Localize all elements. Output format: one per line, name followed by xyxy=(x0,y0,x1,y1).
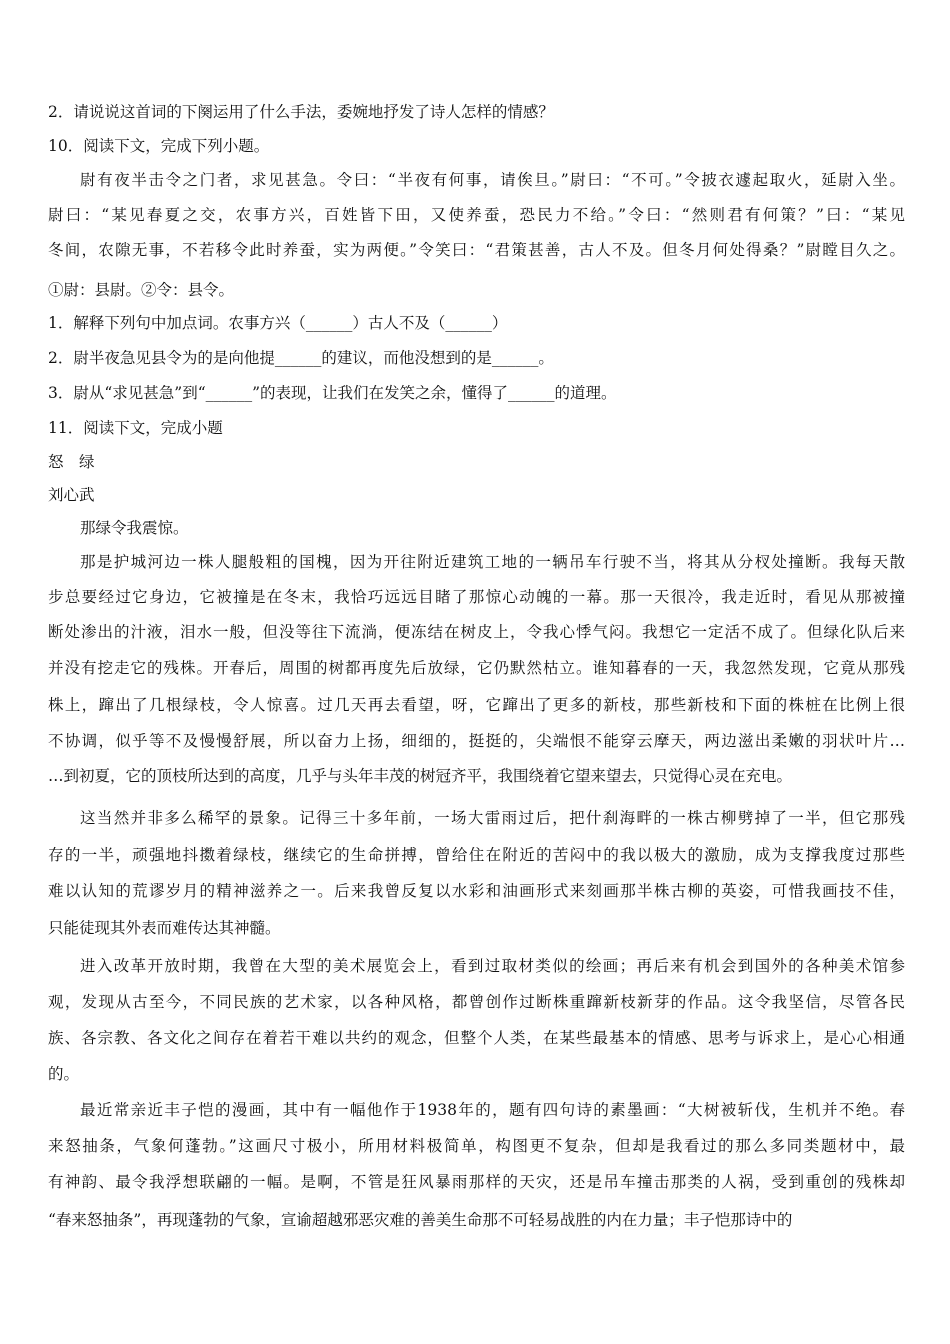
paragraph-line: …到初夏，它的顶枝所达到的高度，几乎与头年丰茂的树冠齐平，我围绕着它望来望去，只觉得心灵在充电。 xyxy=(48,767,793,785)
passage-line: 尉有夜半击令之门者，求见甚急。令曰：“半夜有何事，请俟旦。”尉曰：“不可。”令披衣遽起取火，延尉入坐。 xyxy=(80,171,905,189)
article-title: 怒 绿 xyxy=(48,453,95,471)
sub-question: 1．解释下列句中加点词。农事方兴（______）古人不及（______） xyxy=(48,314,508,332)
paragraph-line: 族、各宗教、各文化之间存在着若干难以共约的观念，但整个人类，在某些最基本的情感、思考与诉求上，是心心相通 xyxy=(48,1029,905,1047)
paragraph-line: “春来怒抽条”，再现蓬勃的气象，宣谕超越邪恶灾难的善美生命那不可轻易战胜的内在力量；丰子恺那诗中的 xyxy=(48,1211,793,1229)
passage-line: 冬间，农隙无事，不若移令此时养蚕，实为两便。”令笑曰：“君策甚善，古人不及。但冬月何处得桑？”尉瞠目久之。 xyxy=(48,241,905,259)
article-author: 刘心武 xyxy=(48,486,95,504)
sub-question: 3．尉从“求见甚急”到“______”的表现，让我们在发笑之余，懂得了______的道理。 xyxy=(48,384,617,402)
question-heading: 10．阅读下文，完成下列小题。 xyxy=(48,137,270,155)
paragraph-line: 那是护城河边一株人腿般粗的国槐，因为开往附近建筑工地的一辆吊车行驶不当，将其从分杈处撞断。我每天散 xyxy=(80,553,905,571)
paragraph-line: 进入改革开放时期，我曾在大型的美术展览会上，看到过取材类似的绘画；再后来有机会到国外的各种美术馆参 xyxy=(80,957,905,975)
paragraph-line: 那绿令我震惊。 xyxy=(80,519,189,537)
paragraph-line: 观，发现从古至今，不同民族的艺术家，以各种风格，都曾创作过断株重蹿新枝新芽的作品。这令我坚信，尽管各民 xyxy=(48,993,905,1011)
paragraph-line: 来怒抽条，气象何蓬勃。”这画尺寸极小，所用材料极简单，构图更不复杂，但却是我看过的那么多同类题材中，最 xyxy=(48,1137,905,1155)
paragraph-line: 这当然并非多么稀罕的景象。记得三十多年前，一场大雷雨过后，把什刹海畔的一株古柳劈掉了一半，但它那残 xyxy=(80,809,905,827)
paragraph-line: 存的一半，顽强地抖擞着绿枝，继续它的生命拼搏，曾给住在附近的苦闷中的我以极大的激励，成为支撑我度过那些 xyxy=(48,846,905,864)
paragraph-line: 只能徒现其外表而难传达其神髓。 xyxy=(48,919,281,937)
paragraph-line: 有神韵、最令我浮想联翩的一幅。是啊，不管是狂风暴雨那样的天灾，还是吊车撞击那类的人祸，受到重创的残株却 xyxy=(48,1173,905,1191)
annotation-note: ①尉：县尉。②令：县令。 xyxy=(48,281,235,299)
paragraph-line: 并没有挖走它的残株。开春后，周围的树都再度先后放绿，它仍默然枯立。谁知暮春的一天，我忽然发现，它竟从那残 xyxy=(48,659,905,677)
paragraph-line: 难以认知的荒谬岁月的精神滋养之一。后来我曾反复以水彩和油画形式来刻画那半株古柳的英姿，可惜我画技不佳， xyxy=(48,882,905,900)
paragraph-line: 不协调，似乎等不及慢慢舒展，所以奋力上扬，细细的，挺挺的，尖端恨不能穿云摩天，两边滋出柔嫩的羽状叶片… xyxy=(48,732,905,750)
sub-question: 2．尉半夜急见县令为的是向他提______的建议，而他没想到的是______。 xyxy=(48,349,554,367)
question-text: 2．请说说这首词的下阕运用了什么手法，委婉地抒发了诗人怎样的情感？ xyxy=(48,103,554,121)
paragraph-line: 步总要经过它身边，它被撞是在冬末，我恰巧远远目睹了那惊心动魄的一幕。那一天很冷，我走近时，看见从那被撞 xyxy=(48,588,905,606)
paragraph-line: 断处渗出的汁液，泪水一般，但没等往下流淌，便冻结在树皮上，令我心悸气闷。我想它一定活不成了。但绿化队后来 xyxy=(48,623,905,641)
question-heading: 11．阅读下文，完成小题 xyxy=(48,419,223,437)
passage-line: 尉曰：“某见春夏之交，农事方兴，百姓皆下田，又使养蚕，恐民力不给。”令曰：“然则君有何策？”曰：“某见 xyxy=(48,206,905,224)
paragraph-line: 的。 xyxy=(48,1065,80,1083)
paragraph-line: 最近常亲近丰子恺的漫画，其中有一幅他作于1938年的，题有四句诗的素墨画：“大树被斩伐，生机并不绝。春 xyxy=(80,1101,905,1119)
paragraph-line: 株上，蹿出了几根绿枝，令人惊喜。过几天再去看望，呀，它蹿出了更多的新枝，那些新枝和下面的株桩在比例上很 xyxy=(48,696,905,714)
